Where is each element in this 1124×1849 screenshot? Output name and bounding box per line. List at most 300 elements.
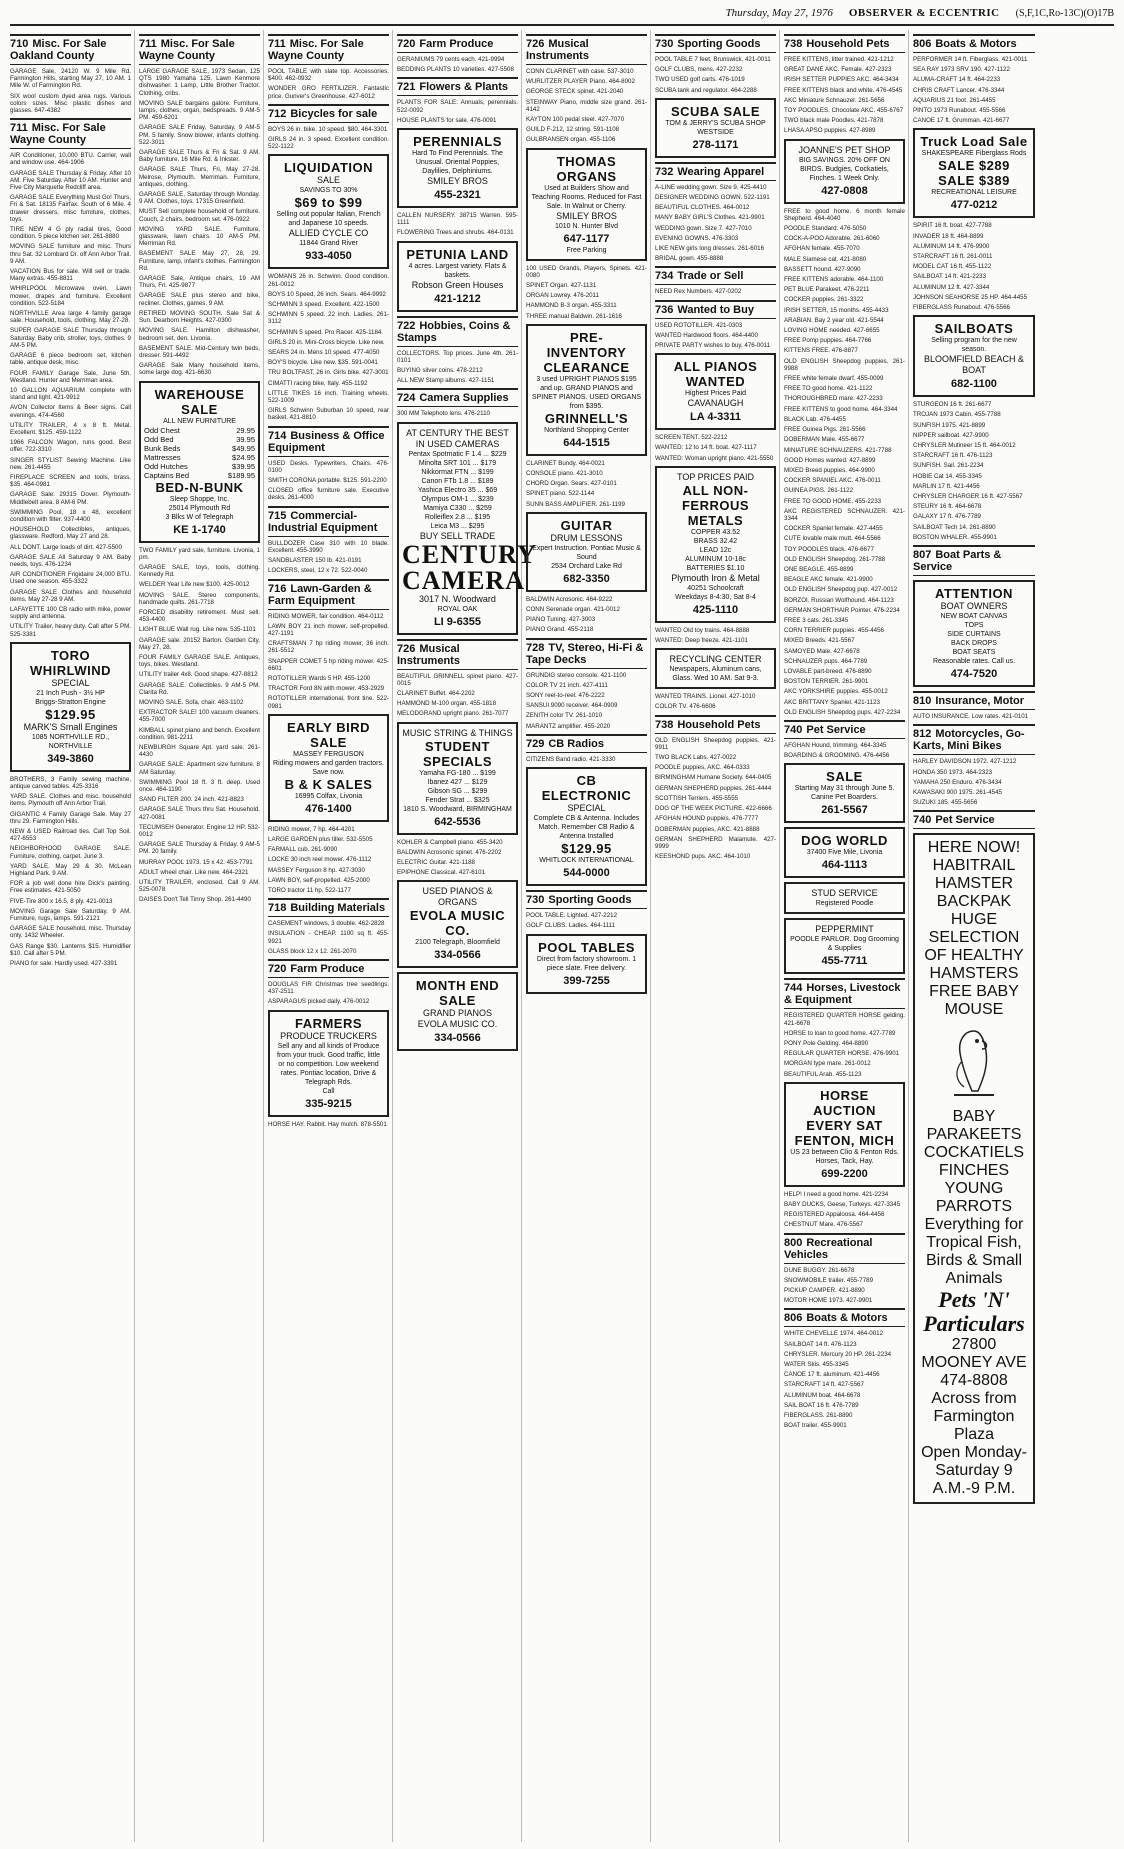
recycling-ad — [655, 648, 776, 689]
classified-ad: STARCRAFT 16 ft. 476-1123 — [913, 452, 993, 460]
classified-ad: PIANO Tuning. 427-3003 — [526, 616, 596, 624]
guitar-ad — [526, 512, 647, 592]
warehouse-prices — [144, 426, 255, 480]
classified-ad: MODEL CAT 16 ft. 455-1122 — [913, 263, 992, 271]
classified-ad: NEIGHBORHOOD GARAGE SALE. Furniture, clothing, carpet. June 3. — [10, 845, 131, 860]
auction-title: HORSE AUCTION — [813, 1087, 876, 1118]
classified-ad: SINGER STYLIST Sewing Machine. Like new. 261-4455 — [10, 456, 131, 471]
auction-phone: 699-2200 — [821, 1167, 868, 1180]
category-header: 806 Boats & Motors — [784, 1308, 905, 1327]
ad-line: BRASS 32.42 — [693, 537, 738, 545]
classified-ad: SNOWMOBILE trailer. 455-7789 — [784, 1276, 874, 1284]
column-4 — [397, 30, 537, 1842]
classified-ad: CASEMENT windows, 3 double. 462-2828 — [268, 920, 385, 928]
classified-ad: GUILD F-212, 12 string. 591-1108 — [526, 126, 620, 134]
ad-list — [397, 410, 518, 417]
category-header: 712 Bicycles for sale — [268, 104, 389, 123]
classified-ad: WOMANS 26 in. Schwinn. Good condition. 261-0012 — [268, 273, 389, 288]
metal-title: TOP PRICES PAID — [676, 471, 755, 482]
classified-ad: SCHNAUZER pups. 464-7789 — [784, 657, 868, 665]
classified-ad: TWO BLACK Labs. 427-0022 — [655, 754, 737, 762]
classified-ad: OLD ENGLISH Sheepdog puppies. 421-9911 — [655, 736, 776, 751]
classified-ad: ORGAN Lowrey. 476-2011 — [526, 292, 600, 300]
camera-title: AT CENTURY THE BEST IN USED CAMERAS — [406, 427, 509, 449]
guitar-title: GUITAR — [560, 517, 613, 533]
classified-ad: UTILITY trailer 4x8. Good shape. 427-8812 — [139, 671, 258, 679]
classified-ad: CONN CLARINET with case. 537-3010 — [526, 68, 634, 75]
classified-ad: MINIATURE SCHNAUZERS. 421-7788 — [784, 446, 892, 454]
ad-list — [784, 208, 905, 716]
column-5 — [526, 30, 651, 1842]
classified-ad: PLANTS FOR SALE: Annuals, perennials. 522-0092 — [397, 99, 518, 114]
ad-line: Leica M3 ... $295 — [430, 522, 485, 530]
price-row — [144, 462, 255, 471]
classified-ad: ALL DONT. Large loads of dirt. 427-5500 — [10, 543, 122, 551]
classified-ad: BOY'S bicycle. Like new. $35. 591-0041 — [268, 359, 378, 367]
column-6 — [655, 30, 780, 1842]
parrot-illustration-icon — [944, 1021, 1004, 1101]
classified-ad: SNAPPER COMET 5 hp riding mower. 425-6601 — [268, 657, 389, 672]
ad-list — [913, 222, 1035, 311]
ad-list — [913, 401, 1035, 541]
camera-buy: BUY SELL TRADE — [419, 530, 496, 541]
classified-ad: MASSEY Ferguson 8 hp. 427-3030 — [268, 866, 365, 874]
classified-ad: ROTOTILLER international, front tine. 522-0981 — [268, 695, 389, 710]
classified-ad: BASSETT hound. 427-9090 — [784, 265, 861, 273]
classified-ad: LITTLE TIKES 16 inch. Training wheels. 522-1009 — [268, 389, 389, 405]
classified-ad: OLD ENGLISH Sheepdog. 261-7788 — [784, 555, 886, 563]
toro-phone: 349-3860 — [47, 752, 94, 765]
camera-store: CENTURY — [402, 539, 537, 569]
truck-phone: 477-0212 — [950, 199, 998, 212]
classified-ad: REGULAR QUARTER HORSE. 476-9901 — [784, 1050, 900, 1058]
classified-ad: GALAXY 17 ft. 476-7789 — [913, 513, 981, 521]
peppermint-phone: 455-7711 — [821, 955, 868, 968]
classified-ad: GARAGE Sale, 24120 W. 9 Mile Rd. Farmington Hills, starting May 27, 10 AM. 1 Mile W. of Farmington Rd. — [10, 68, 131, 90]
metal-hours: Weekdays 8-4:30, Sat 8-4 — [675, 593, 756, 601]
ad-list — [526, 265, 647, 320]
classified-ad: GRUNDIG stereo console. 421-1100 — [526, 671, 627, 679]
classified-ad: GUINEA PIGS. 261-1122 — [784, 487, 854, 495]
evola-store: EVOLA MUSIC CO. — [409, 908, 506, 939]
cycle-phone: 933-4050 — [305, 250, 352, 263]
classified-ad: SEA RAY 1973 SRV 190. 427-1122 — [913, 66, 1010, 74]
classified-ad: 300 MM Telephoto lens. 476-2110 — [397, 410, 490, 418]
classified-ad: THOROUGHBRED mare. 427-2233 — [784, 395, 883, 403]
early-phone: 476-1400 — [305, 802, 352, 815]
classified-ad: EXTRACTOR SALE! 100 vacuum cleaners. 455-7000 — [139, 709, 260, 724]
ad-list — [784, 1267, 905, 1305]
classified-ad: FARMALL cub. 261-9090 — [268, 846, 338, 854]
classified-ad: COCKER puppies. 261-3322 — [784, 296, 864, 304]
farm-phone: 335-9215 — [305, 1097, 352, 1110]
ad-line: Mamiya C330 ... $259 — [423, 504, 492, 512]
item-name: Odd Chest — [144, 425, 180, 435]
column-1 — [10, 30, 135, 1842]
classified-ad: 10 GALLON AQUARIUM complete with stand and light. 421-9912 — [10, 386, 131, 402]
horse-auction-ad — [784, 1082, 905, 1187]
cb-ad — [526, 767, 647, 886]
classified-ad: CITIZENS Band radio. 421-3330 — [526, 755, 616, 763]
classified-ad: KITTENS FREE. 476-8877 — [784, 347, 858, 355]
pets-line: HUGE SELECTION OF HEALTHY HAMSTERS — [924, 911, 1024, 983]
item-price: 29.95 — [236, 425, 255, 435]
pets-line: FREE BABY MOUSE — [929, 983, 1019, 1019]
classified-ad: ELECTRIC Guitar. 421-1188 — [397, 859, 475, 867]
classified-ad: UTILITY TRAILER, enclosed. Call 9 AM. 525-0078 — [139, 879, 260, 894]
ad-line: ALUMINUM 10-18c — [685, 555, 746, 563]
classified-ad: LARGE GARAGE SALE, 1973 Sedan, 125 QTS 1980 Yamaha 125. Lawn Kenmore dishwasher. 1 Lamp, Little Brother Tractor. Clothing, cribs. — [139, 68, 260, 97]
perennials-body: Hard To Find Perennials. The Unusual. Oriental Poppies, Daylilies, Delphiniums. — [412, 150, 503, 176]
cycle-addr: 11844 Grand River — [299, 240, 358, 248]
category-header: 810 Insurance, Motor — [913, 691, 1035, 710]
classified-ad: SCHWINN 5 speed. 22 inch. Ladies. 261-3112 — [268, 311, 389, 326]
classified-ad: ALUMINUM 12 ft. 427-3344 — [913, 283, 990, 291]
classified-ad: STEINWAY Piano, middle size grand. 261-4142 — [526, 98, 647, 113]
pool-title: POOL TABLES — [538, 939, 635, 955]
organs-body: Used at Builders Show and Teaching Rooms. Reduced for Fast Sale. In Walnut or Cherry. — [531, 184, 642, 210]
classified-ad: FIVE-Tire 800 x 16.5, 8 ply. 421-0013 — [10, 897, 113, 905]
century-camera-ad — [397, 422, 537, 635]
ad-list — [526, 912, 647, 929]
category-header: 738 Household Pets — [784, 34, 905, 53]
category-header: 716 Lawn-Garden & Farm Equipment — [268, 579, 389, 610]
category-header: 711 Misc. For Sale Wayne County — [268, 34, 389, 65]
classified-ad: SUPER GARAGE SALE Thursday through Saturday. Baby crib, stroller, toys, clothes. 9 AM-5 PM. — [10, 327, 131, 349]
category-header: 710 Misc. For Sale Oakland County — [10, 34, 131, 65]
classified-ad: HOUSEHOLD Collectibles, antiques, glassware. Redford. May 27 and 28. — [10, 526, 131, 541]
classified-ad: GARAGE SALE Thurs thru Sat. Household. 427-0081 — [139, 806, 260, 821]
ad-line: Yamaha FG-180 ... $199 — [419, 769, 496, 777]
classified-ad: WHITE CHEVELLE 1974. 464-0012 — [784, 1330, 884, 1338]
classified-ad: A-LINE wedding gown. Size 9. 425-4410 — [655, 183, 767, 191]
classified-ad: FOR a job well done hire Dick's painting. Free estimates. 421-5050 — [10, 880, 131, 895]
classified-ad: GARAGE SALE Clothes and household items. May 27-28 9 AM. — [10, 588, 131, 603]
category-header: 812 Motorcycles, Go-Karts, Mini Bikes — [913, 724, 1035, 755]
classified-ad: MOVING SALE. Sofa, chair. 463-1102 — [139, 698, 244, 706]
auction-place: FENTON, MICH — [794, 1132, 895, 1148]
classified-ad: LAFAYETTE 100 CB radio with mike, power supply and antenna. — [10, 605, 131, 621]
classified-ad: TROJAN 1973 Cabin. 455-7788 — [913, 411, 1001, 419]
evola-addr: 2100 Telegraph, Bloomfield — [415, 939, 500, 947]
ad-list — [397, 673, 518, 718]
classified-ad: NEED Rex Numbers. 427-0202 — [655, 288, 742, 296]
classified-ad: TIRE NEW 4 G ply radial tires, Good condition. 5 piece kitchen set. 261-8880 — [10, 226, 131, 241]
cycle-price: $69 to $99 — [294, 195, 363, 211]
farm-call: Call — [322, 1087, 335, 1095]
ad-list — [268, 68, 389, 100]
classified-ad: CORN TERRIER puppies. 455-4456 — [784, 627, 884, 635]
category-header: 714 Business & Office Equipment — [268, 426, 389, 457]
classified-ad: BOYS 10 Speed, 26 inch. Sears. 464-9992 — [268, 290, 386, 298]
classified-ad: CHESTNUT Mare. 476-5567 — [784, 1221, 863, 1229]
early-sub: MASSEY FERGUSON — [293, 750, 364, 758]
warehouse-phone: KE 1-1740 — [173, 523, 226, 536]
music-addr: 1810 S. Woodward, BIRMINGHAM — [403, 805, 512, 813]
organs-title: THOMAS ORGANS — [556, 153, 617, 184]
pets-addr2: Across from Farmington Plaza — [931, 1390, 1017, 1444]
classified-ad: CHRYSLER CHARGER 16 ft. 427-5567 — [913, 493, 1023, 501]
ad-list — [784, 1330, 905, 1429]
pets-line: YOUNG PARROTS — [935, 1180, 1013, 1216]
classified-ad: GARAGE SALE Thursday & Friday. 9 AM-5 PM. 20 family. — [139, 841, 260, 856]
classified-ad: FOUR FAMILY Garage Sale, June 5th. Westland. Hunter and Merriman area. — [10, 369, 131, 384]
classified-ad: BABY DUCKS, Geese, Turkeys. 427-3345 — [784, 1201, 901, 1209]
early-store: B & K SALES — [284, 776, 373, 792]
classified-ad: BROTHERS, 3 Family sewing machine, antique carved tables. 425-3316 — [10, 775, 131, 790]
classified-ad: LAWN BOY 21 inch mower, self-propelled. 427-1191 — [268, 622, 389, 637]
classified-ad: YARD SALE. Clothes and misc. household items. Plymouth off Ann Arbor Trail. — [10, 793, 131, 808]
peppermint-title: PEPPERMINT — [815, 924, 874, 935]
warehouse-title: WAREHOUSE — [154, 386, 245, 402]
column-2 — [139, 30, 264, 1842]
category-header: 732 Wearing Apparel — [655, 162, 776, 181]
ad-list — [10, 776, 131, 967]
category-header: 726 Musical Instruments — [526, 34, 647, 65]
ad-list — [655, 737, 776, 861]
month-title: MONTH END SALE — [415, 978, 500, 1009]
boarding-sale-ad — [784, 763, 905, 823]
early-title: EARLY BIRD SALE — [286, 719, 371, 750]
classified-ad: WANTED: 12 to 14 ft. boat. 427-1117 — [655, 444, 757, 452]
metal-prices — [660, 528, 771, 573]
classified-ad: HONDA 350 1973. 464-2323 — [913, 768, 993, 776]
classified-columns — [10, 30, 1118, 1842]
classified-ad: LHASA APSO puppies. 427-8989 — [784, 127, 876, 135]
classified-ad: SAILBOAT Tech 14. 261-8890 — [913, 523, 996, 531]
classified-ad: DUNE BUGGY. 261-6678 — [784, 1266, 855, 1274]
ad-list — [655, 627, 776, 644]
classified-ad: WANTED: Deep freeze. 421-1101 — [655, 637, 748, 645]
classified-ad: RETIRED MOVING SOUTH. Sale Sat & Sun. Dearborn Heights. 427-0300 — [139, 309, 260, 325]
classified-ad: DOUGLAS FIR Christmas tree seedlings. 437-2511 — [268, 980, 389, 996]
warehouse-store: BED-N-BUNK — [155, 479, 244, 495]
classified-ad: AKC REGISTERED SCHNAUZER. 421-3344 — [784, 507, 905, 522]
sailboat-store: BLOOMFIELD BEACH & BOAT — [923, 354, 1025, 376]
classified-ad: AKC BRITTANY Spaniel. 421-1123 — [784, 698, 880, 706]
classified-ad: NIPPER sailboat. 427-9900 — [913, 431, 989, 439]
classified-ad: ALL NEW Stamp albums. 427-1151 — [397, 377, 495, 385]
classified-ad: GLASS block 12 x 12. 261-2070 — [268, 947, 357, 955]
scuba-ad — [655, 98, 776, 158]
ad-line: BATTERIES $1.10 — [686, 564, 745, 572]
classified-ad: EPIPHONE Classical. 427-6101 — [397, 869, 486, 877]
category-header: 740 Pet Service — [784, 720, 905, 739]
classified-ad: 1966 FALCON Wagon, runs good. Best offer. 722-3310 — [10, 439, 131, 454]
category-header: 711 Misc. For Sale Wayne County — [139, 34, 260, 65]
classified-ad: OLD ENGLISH Sheepdog pups. 427-2234 — [784, 708, 901, 716]
clear-body: 3 used UPRIGHT PIANOS $195 and up. GRAND PIANOS and SPINET PIANOS. USED ORGANS from $395. — [531, 375, 642, 410]
cb-price: $129.95 — [561, 841, 612, 857]
classified-ad: ADULT wheel chair. Like new. 464-2321 — [139, 868, 249, 876]
classified-ad: ROTOTILLER Wards 5 HP. 455-1200 — [268, 674, 371, 682]
classified-ad: SANSUI 9090 receiver. 464-0909 — [526, 702, 618, 710]
ad-line: Ibanez 427 ... $129 — [427, 778, 488, 786]
guitar-sub: DRUM LESSONS — [550, 532, 623, 543]
classified-ad: COCKER SPANIEL AKC. 476-0011 — [784, 477, 881, 485]
classified-ad: LOCKERS, steel, 12 x 72. 522-0040 — [268, 567, 368, 575]
classified-ad: BOARDING & GROOMING. 476-4456 — [784, 752, 890, 760]
classified-ad: AIR CONDITIONER Frigidaire 24,000 BTU. Used one season. 455-3322 — [10, 571, 131, 586]
classified-ad: FREE TO good home. 421-1122 — [784, 385, 873, 393]
classified-ad: PET BLUE Parakeet. 476-2211 — [784, 286, 870, 294]
classified-ad: INVADER 18 ft. 464-8899 — [913, 232, 984, 240]
classified-ad: AVON Collector Items & Beer signs. Call evenings. 474-4560 — [10, 404, 131, 419]
truck-prices — [918, 158, 1030, 188]
classified-ad: GERMAN SHORTHAIR Pointer. 476-2234 — [784, 606, 900, 614]
classified-ad: GARAGE SALE Everything Must Go! Thurs, Fri & Sat. 18135 Fairfax. South of 6 Mile. 4 drawer dressers, misc furniture, clothes, toys. — [10, 194, 131, 223]
classified-ad: PINTO 1973 Runabout. 455-5566 — [913, 107, 1006, 115]
classified-ad: BOYS 26 in. bike. 10 speed. $80. 464-3301 — [268, 125, 388, 133]
guitar-phone: 682-3350 — [563, 572, 610, 585]
organs-phone: 647-1177 — [563, 232, 610, 245]
classified-ad: SAILBOAT 14 ft. 421-2233 — [913, 273, 987, 281]
classified-ad: GOOD Homes wanted. 427-8899 — [784, 456, 876, 464]
classified-ad: SAND FILTER 200. 24 inch. 421-8823 — [139, 796, 244, 804]
classified-ad: MANY BABY GIRL'S Clothes. 421-9901 — [655, 214, 765, 222]
camera-addr: 3017 N. Woodward — [419, 593, 496, 604]
classified-ad: NEWBURGH Square Apt. yard sale. 261-4430 — [139, 743, 260, 759]
scuba-title: SCUBA SALE — [670, 103, 761, 119]
classified-ad: GAS Range $30. Lanterns $15. Humidifier $10. Call after 5 PM. — [10, 942, 131, 957]
price-row — [144, 435, 255, 444]
guitar-body: Expert Instruction. Pontiac Music & Sound — [532, 544, 641, 561]
item-price: $189.95 — [227, 470, 255, 480]
cycle-line: SAVINGS TO 30% — [299, 187, 358, 195]
classified-ad: CLOSED office furniture sale. Executive desks. 261-4000 — [268, 487, 389, 502]
classified-ad: BOSTON WHALER. 455-9901 — [913, 533, 997, 541]
classified-ad: SCUBA tank and regulator. 464-2288 — [655, 86, 757, 94]
category-header: 734 Trade or Sell — [655, 266, 776, 285]
ad-list — [784, 1191, 905, 1229]
classified-ad: NEW & USED Railroad ties. Call Top Soil. 427-6553 — [10, 828, 131, 843]
classified-ad: WANTED: Woman upright piano. 421-5550 — [655, 454, 774, 462]
classified-ad: DOBERMAN Male. 455-6677 — [784, 436, 865, 444]
classified-ad: AFGHAN HOUND puppies. 476-7777 — [655, 815, 759, 823]
ad-list — [397, 350, 518, 385]
classified-ad: SCREEN TENT. 522-2212 — [655, 434, 728, 442]
classified-ad: LOCKE 30 inch reel mower. 476-1112 — [268, 856, 372, 864]
ad-list — [655, 322, 776, 350]
classified-ad: COLOR TV. 476-6606 — [655, 703, 716, 711]
classified-ad: FREE KITTENS adorable. 464-1100 — [784, 276, 884, 284]
classified-ad: GARAGE SALE Thursday & Friday. After 10 AM. Five Saturday. After 10 AM. Hunter and Five City Marquette Redcliff area. — [10, 169, 131, 192]
ad-list — [268, 1121, 389, 1128]
ad-list — [268, 826, 389, 894]
classified-ad: 100 USED Grands, Players, Spinets. 421-0080 — [526, 264, 647, 279]
classified-ad: HORSE to loan to good home. 427-7789 — [784, 1029, 896, 1037]
classified-ad: HORSE HAY. Rabbit. Hay mulch. 878-5501 — [268, 1120, 387, 1128]
price-row — [144, 453, 255, 462]
classified-ad: HELP! I need a good home. 421-2234 — [784, 1190, 889, 1198]
classified-ad: CHRIS CRAFT Lancer. 476-3344 — [913, 86, 1005, 94]
scuba-phone: 278-1171 — [692, 138, 739, 151]
classified-ad: FREE TO GOOD HOME. 455-2233 — [784, 497, 882, 505]
ad-line: Pentax Spotmatic F 1.4 ... $229 — [408, 450, 507, 458]
classified-ad: GARAGE SALE Thurs, Fri, May 27-28. Melrose, Plymouth. Merriman. Furniture, antiques, clothing. — [139, 166, 260, 188]
perennials-title: PERENNIALS — [413, 134, 502, 150]
classified-ad: GARAGE SALE. Collectibles. 9 AM-5 PM. Clarita Rd. — [139, 681, 260, 696]
classified-ad: WANTED TRAINS. Lionel. 427-1010 — [655, 693, 756, 701]
item-name: Captains Bed — [144, 470, 190, 480]
peppermint-ad — [784, 918, 905, 974]
classified-ad: MOVING SALE. Stereo components, handmade quilts. 261-7718 — [139, 591, 260, 606]
guitar-addr: 2534 Orchard Lake Rd — [551, 562, 622, 570]
classified-ad: CLARINET Buffet. 464-2202 — [397, 690, 475, 698]
classified-ad: GARAGE SALE Friday, Saturday, 9 AM-5 PM. 5 family. Snow blower, infants clothing. 522-3011 — [139, 124, 260, 146]
cycle-note: Selling out popular Italian, French and Japanese 10 speeds. — [276, 211, 381, 228]
item-name: Odd Bed — [144, 434, 174, 444]
classified-ad: CANOE 17 ft. aluminum. 421-4456 — [784, 1371, 880, 1379]
classified-ad: SUZUKI 185. 455-5656 — [913, 799, 978, 807]
month-sub: GRAND PIANOS — [422, 1008, 492, 1019]
classified-ad: GIGANTIC 4 Family Garage Sale. May 27 thru 29. Farmington Hills. — [10, 810, 131, 825]
classified-ad: DOG OF THE WEEK PICTURE. 422-6666 — [655, 805, 772, 813]
classified-ad: ALUMINUM 14 ft. 476-9900 — [913, 242, 990, 250]
classified-ad: WATER Skis. 455-3345 — [784, 1361, 849, 1369]
classified-ad: BEAUTIFUL CLOTHES. 464-0012 — [655, 204, 750, 212]
masthead — [10, 2, 1114, 26]
early-addr: 16995 Colfax, Livonia — [294, 792, 363, 800]
classified-ad: CLARINET Bundy. 464-0021 — [526, 459, 605, 467]
classified-ad: SCHWINN 3 speed. Excellent. 422-1500 — [268, 301, 380, 309]
ad-list — [655, 56, 776, 94]
classified-ad: MOVING YARD SALE. Furniture, glassware, lawn chairs. 10 AM-5 PM. Merriman Rd. — [139, 225, 260, 248]
classified-ad: FREE 3 cats. 261-3345 — [784, 616, 849, 624]
cycle-sub: SALE — [316, 175, 340, 186]
perennials-ad — [397, 128, 518, 208]
ad-list — [655, 693, 776, 710]
item-price: $49.95 — [232, 443, 255, 453]
attn-phone: 474-7520 — [950, 668, 998, 681]
category-header: 718 Building Materials — [268, 898, 389, 917]
ad-list — [268, 920, 389, 955]
cb-phone: 544-0000 — [563, 867, 610, 880]
evola-title: USED PIANOS & ORGANS — [422, 886, 493, 908]
classified-ad: REGISTERED QUARTER HORSE gelding. 421-6678 — [784, 1012, 905, 1027]
boat-owners-ad — [913, 580, 1035, 687]
month-store: EVOLA MUSIC CO. — [417, 1019, 498, 1030]
farm-sub: PRODUCE TRUCKERS — [280, 1030, 377, 1041]
classified-ad: BALDWIN Acrosonic spinet. 476-2202 — [397, 848, 502, 856]
classified-ad: FIBERGLASS Runabout. 476-5566 — [913, 304, 1010, 312]
paper-name: OBSERVER & ECCENTRIC — [848, 7, 1000, 19]
music-phone: 642-5536 — [434, 815, 481, 828]
item-price: $24.95 — [232, 452, 255, 462]
classified-ad: FREE white female dwarf. 455-0099 — [784, 375, 884, 383]
toro-sub: SPECIAL — [51, 677, 90, 688]
classified-ad: COCK-A-POO Adorable. 261-6060 — [784, 235, 880, 243]
classified-ad: COCKER Spaniel female. 427-4455 — [784, 525, 883, 533]
classified-ad: WURLITZER PLAYER Piano. 464-8002 — [526, 78, 635, 86]
classified-ad: BEDDING PLANTS 10 varieties. 427-5508 — [397, 66, 514, 74]
classified-ad: SIX wool custom dyed area rugs. Various colors sizes. Misc plastic dishes and glasses. 647-4382 — [10, 92, 131, 115]
evola-phone: 334-0566 — [434, 949, 481, 962]
classified-ad: RIDING MOWER, fair condition. 464-0112 — [268, 612, 384, 620]
classified-ad: CHRYSLER Mutineer 15 ft. 464-0012 — [913, 442, 1016, 450]
joanne-phone: 427-0808 — [821, 184, 868, 197]
classified-ad: PICKUP CAMPER. 421-8890 — [784, 1287, 865, 1295]
classified-ad: WHIRLPOOL Microwave oven. Lawn mower, drapes and furniture. Excellent condition. 522-5184 — [10, 285, 131, 307]
petunia-title: PETUNIA LAND — [406, 246, 509, 262]
classified-ad: BOAT trailer. 455-9901 — [784, 1422, 847, 1430]
ad-list — [655, 434, 776, 462]
warehouse-line: ALL NEW FURNITURE — [163, 417, 236, 425]
classified-ad: GARAGE SALE Thurs & Fri & Sat. 9 AM. Baby furniture. 16 Mile Rd. & Inkster. — [139, 149, 260, 164]
classified-ad: AQUARIUS 21 foot. 261-4455 — [913, 96, 996, 104]
classified-ad: GIRLS 20 in. Mini-Cross bicycle. Like new. — [268, 338, 385, 346]
classified-ad: COLLECTORS. Top prices. June 4th. 261-0101 — [397, 349, 518, 364]
